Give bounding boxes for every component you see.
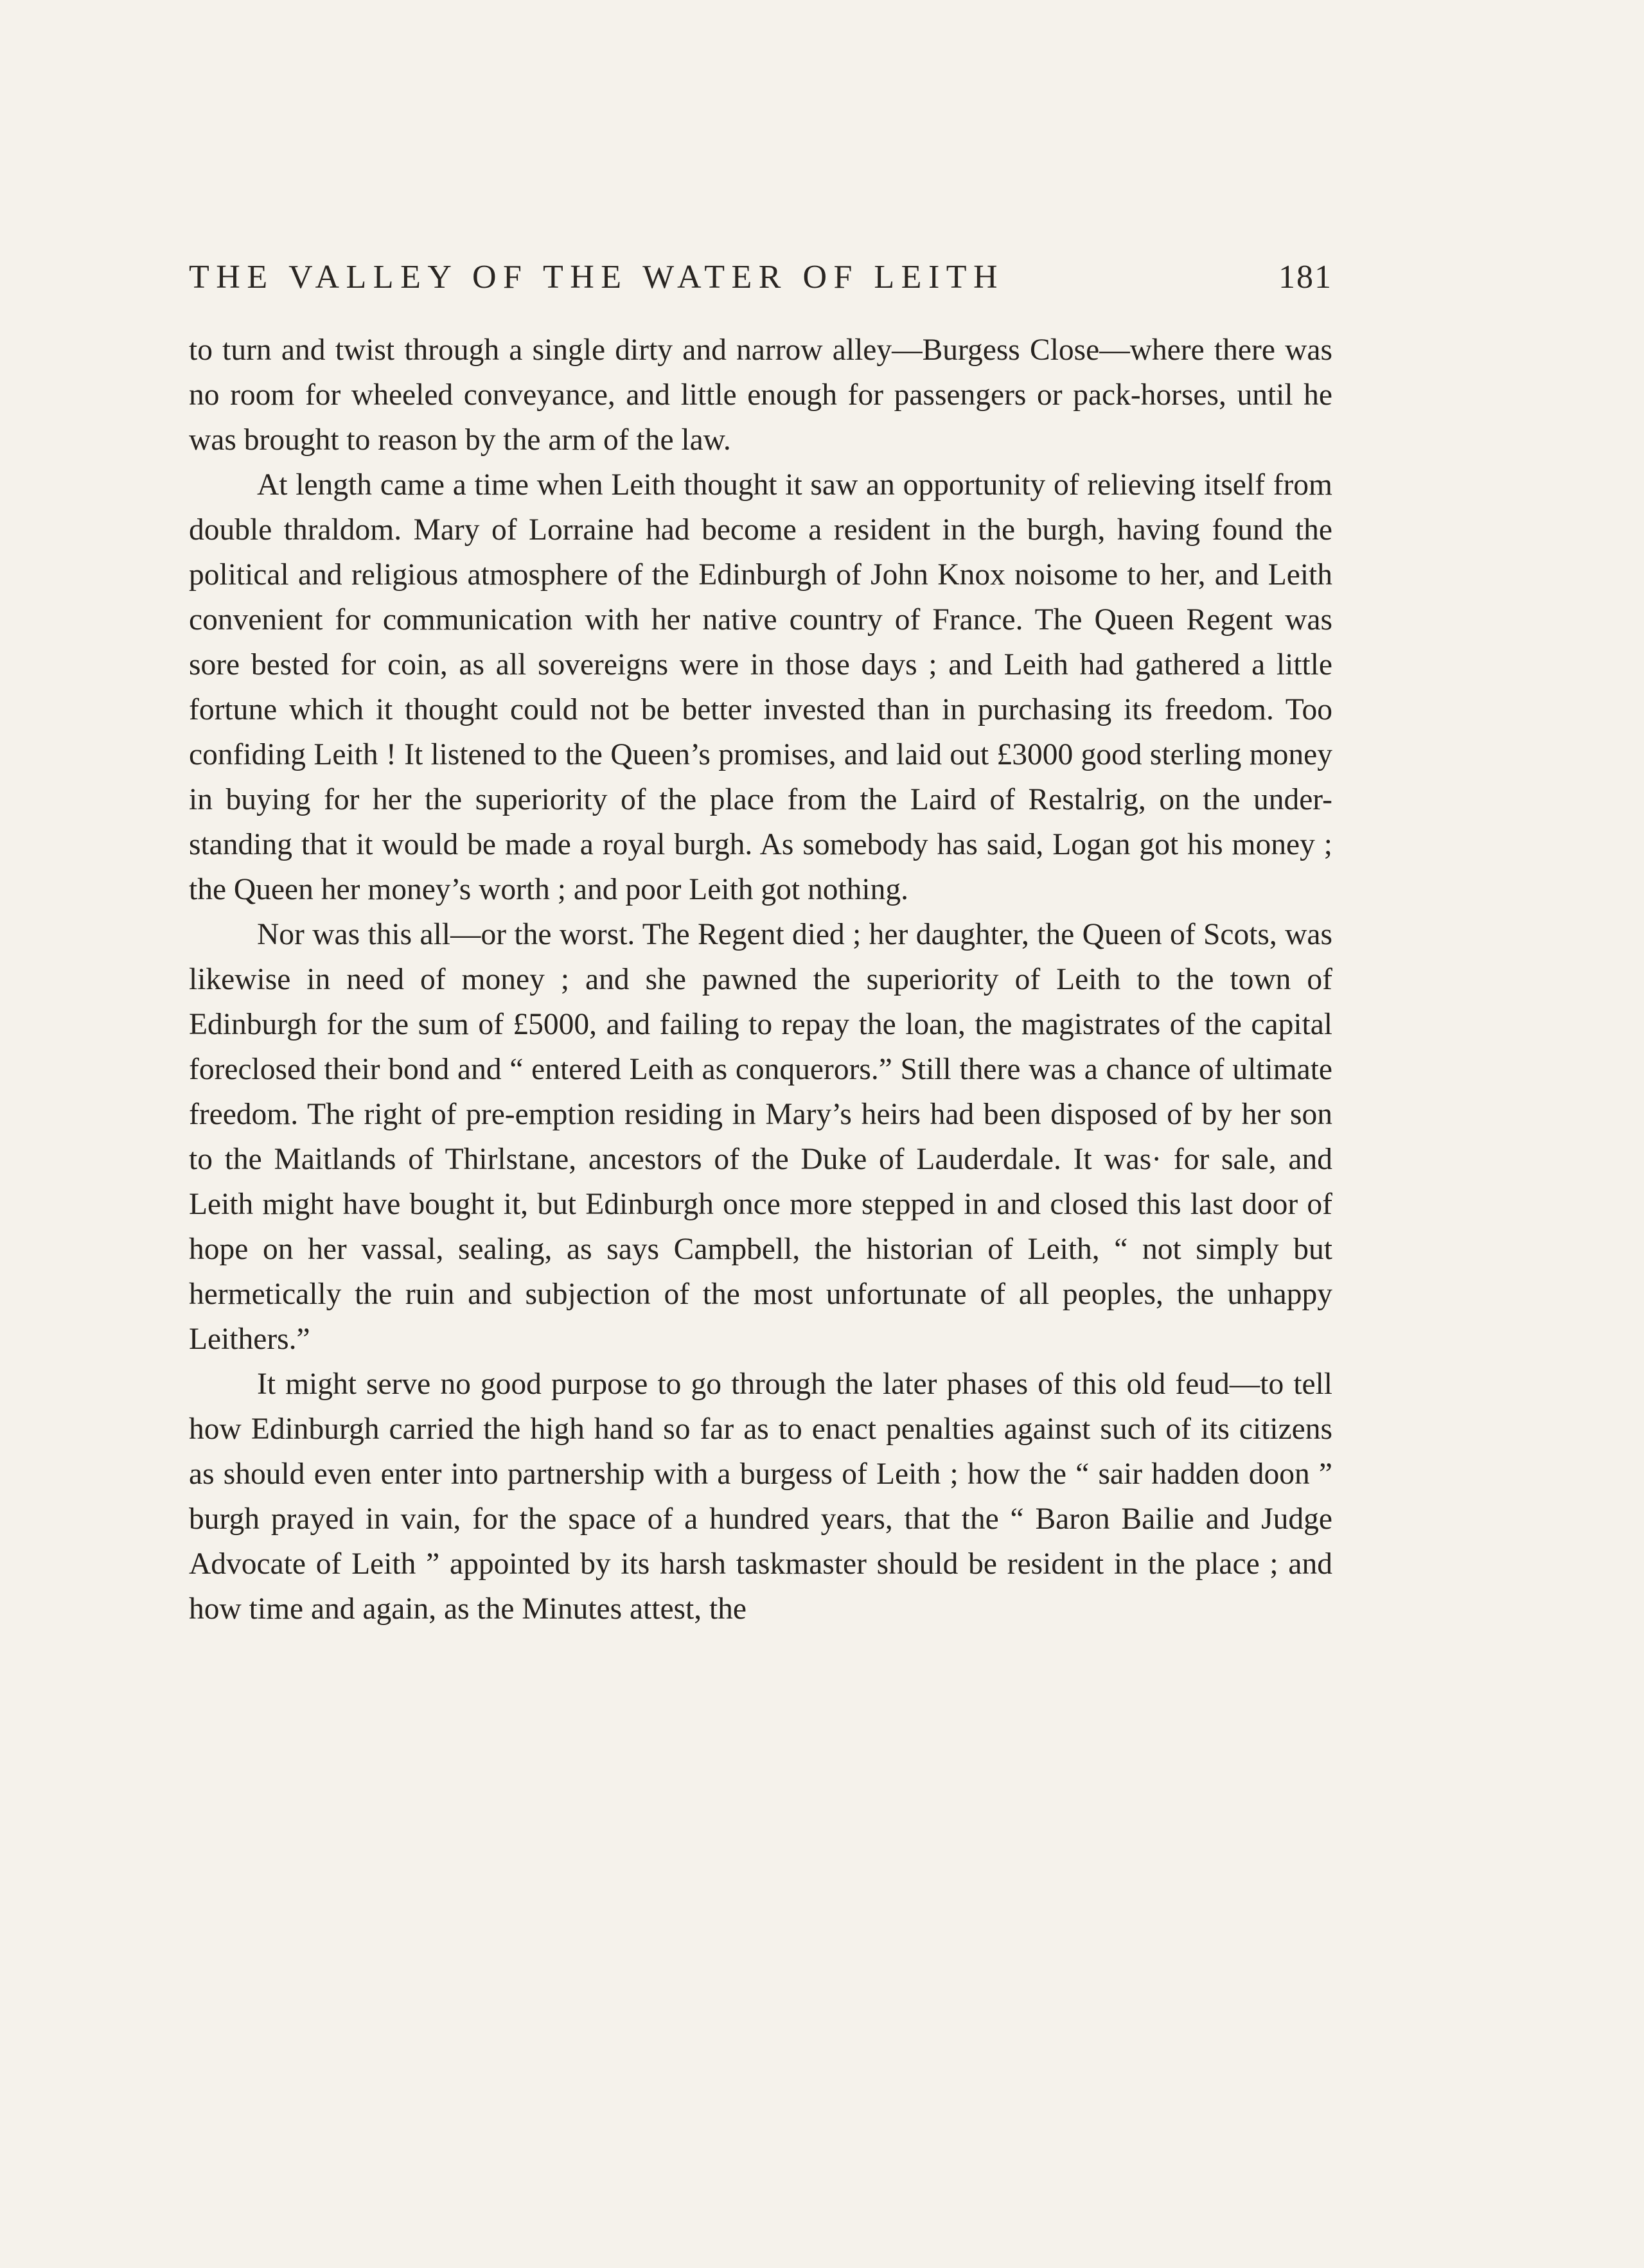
paragraph: Nor was this all—or the worst. The Regent died ; her daughter, the Queen of Scots, was likewise in need of money ; and she pawned the superiority of Leith to the town of Edinburgh for the sum of £5000, and failing to repay the loan, the magistrates of the capital foreclosed their bond and “ entered Leith as conquerors.” Still there was a chance of ultimate freedom. The right of pre-emption residing in Mary’s heirs had been disposed of by her son to the Maitlands of Thirlstane, ancestors of the Duke of Lauderdale. It was· for sale, and Leith might have bought it, but Edinburgh once more stepped in and closed this last door of hope on her vassal, sealing, as says Campbell, the historian of Leith, “ not simply but hermetically the ruin and subjection of the most unfortunate of all peoples, the unhappy Leithers.” [189,918,1332,1356]
paragraph: It might serve no good purpose to go through the later phases of this old feud—to tell how Edinburgh carried the high hand so far as to enact penalties against such of its citizens as should even enter into partnership with a burgess of Leith ; how the “ sair hadden doon ” burgh prayed in vain, for the space of a hundred years, that the “ Baron Bailie and Judge Advocate of Leith ” appointed by its harsh taskmaster should be resident in the place ; and how time and again, as the Minutes attest, the [189,1367,1332,1626]
page-number: 181 [1278,259,1332,295]
page-header [189,252,1332,303]
body-text [189,328,1332,1631]
paragraph: to turn and twist through a single dirty and narrow alley—Burgess Close—where there was no room for wheeled conveyance, and little enough for passengers or pack-horses, until he was brought to reason by the arm of the law. [189,333,1332,457]
paragraph: At length came a time when Leith thought it saw an opportunity of relieving itself from double thraldom. Mary of Lorraine had become a resident in the burgh, having found the political and religious atmosphere of the Edinburgh of John Knox noisome to her, and Leith convenient for communication with her native country of France. The Queen Regent was sore bested for coin, as all sovereigns were in those days ; and Leith had gathered a little fortune which it thought could not be better invested than in purchasing its freedom. Too confiding Leith ! It listened to the Queen’s promises, and laid out £3000 good sterling money in buying for her the superiority of the place from the Laird of Restalrig, on the under-standing that it would be made a royal burgh. As somebody has said, Logan got his money ; the Queen her money’s worth ; and poor Leith got nothing. [189,468,1332,906]
running-title: THE VALLEY OF THE WATER OF LEITH [189,259,1005,295]
